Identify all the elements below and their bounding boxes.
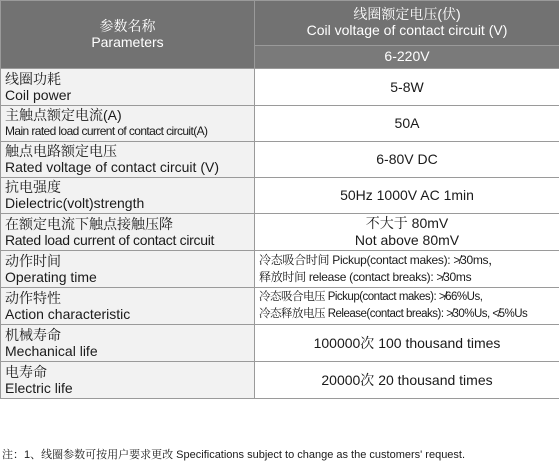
param-header (1, 1, 255, 69)
param-value (255, 106, 559, 142)
param-value (255, 214, 559, 251)
table-row (1, 325, 559, 362)
param-name-zh: 动作时间 (5, 252, 61, 269)
param-name (1, 142, 255, 178)
param-value-line: 5-8W (390, 78, 424, 95)
param-name-en: Mechanical life (5, 342, 98, 359)
param-value (255, 251, 559, 288)
param-value-line: 冷态释放电压 Release(contact breaks): ≯30%Us, ≮5%Us (259, 308, 528, 320)
table-row (1, 142, 559, 178)
param-name (1, 362, 255, 399)
param-name-en: Action characteristic (5, 305, 131, 322)
table-row (1, 69, 559, 106)
param-name (1, 106, 255, 142)
param-header-zh: 参数名称 (99, 17, 156, 34)
param-value-line: 冷态吸合时间 Pickup(contact makes): ≯30ms， (259, 253, 500, 267)
param-name (1, 288, 255, 325)
coil-voltage-header (255, 1, 559, 46)
table-row (1, 178, 559, 214)
param-name-en: Rated load current of contact circuit (5, 231, 215, 248)
param-name-zh: 电寿命 (5, 363, 47, 380)
coil-voltage-value: 6-220V (255, 46, 559, 69)
param-name-zh: 触点电路额定电压 (5, 143, 117, 159)
param-name-en: Dielectric(volt)strength (5, 195, 145, 211)
param-value-line: 释放时间 release (contact breaks): ≯30ms (259, 270, 472, 284)
param-value-line: 100000次 100 thousand times (313, 334, 501, 351)
param-value-line: Not above 80mV (354, 232, 460, 248)
param-value-line: 不大于 80mV (365, 215, 449, 231)
param-name-zh: 抗电强度 (5, 179, 61, 195)
param-name-en: Coil power (5, 86, 72, 103)
param-name-en: Main rated load current of contact circuit(A) (5, 124, 208, 138)
coil-voltage-header-zh: 线圈额定电压(伏) (353, 6, 461, 23)
param-value (255, 178, 559, 214)
param-name (1, 178, 255, 214)
param-name-en: Operating time (5, 268, 97, 285)
param-value-line: 20000次 20 thousand times (321, 371, 493, 388)
header-row (1, 1, 559, 46)
param-name (1, 69, 255, 106)
param-name (1, 214, 255, 251)
param-name (1, 325, 255, 362)
table-row (1, 214, 559, 251)
param-value-line: 50Hz 1000V AC 1min (340, 187, 474, 203)
param-name-zh: 动作特性 (5, 289, 61, 306)
param-name-en: Electric life (5, 379, 73, 396)
param-value (255, 142, 559, 178)
param-value-line: 冷态吸合电压 Pickup(contact makes): ≯66%Us, (259, 291, 483, 303)
param-name-zh: 线圈功耗 (5, 70, 61, 87)
param-value (255, 69, 559, 106)
param-name-zh: 主触点额定电流(A) (5, 107, 122, 123)
param-header-en: Parameters (91, 33, 164, 50)
param-value (255, 362, 559, 399)
param-name-zh: 机械寿命 (5, 326, 61, 343)
param-value (255, 325, 559, 362)
param-value (255, 288, 559, 325)
param-value-line: 6-80V DC (376, 151, 438, 167)
param-name (1, 251, 255, 288)
table-row (1, 288, 559, 325)
table-row (1, 362, 559, 399)
param-name-zh: 在额定电流下触点接触压降 (5, 215, 173, 232)
footnote: 注：1、线圈参数可按用户要求更改 Specifications subject to change as the customers' request. (2, 449, 466, 461)
table-row (1, 106, 559, 142)
coil-voltage-header-en: Coil voltage of contact circuit (V) (306, 22, 508, 38)
param-value-line: 50A (394, 115, 420, 131)
param-name-en: Rated voltage of contact circuit (V) (5, 159, 219, 175)
table-row (1, 251, 559, 288)
